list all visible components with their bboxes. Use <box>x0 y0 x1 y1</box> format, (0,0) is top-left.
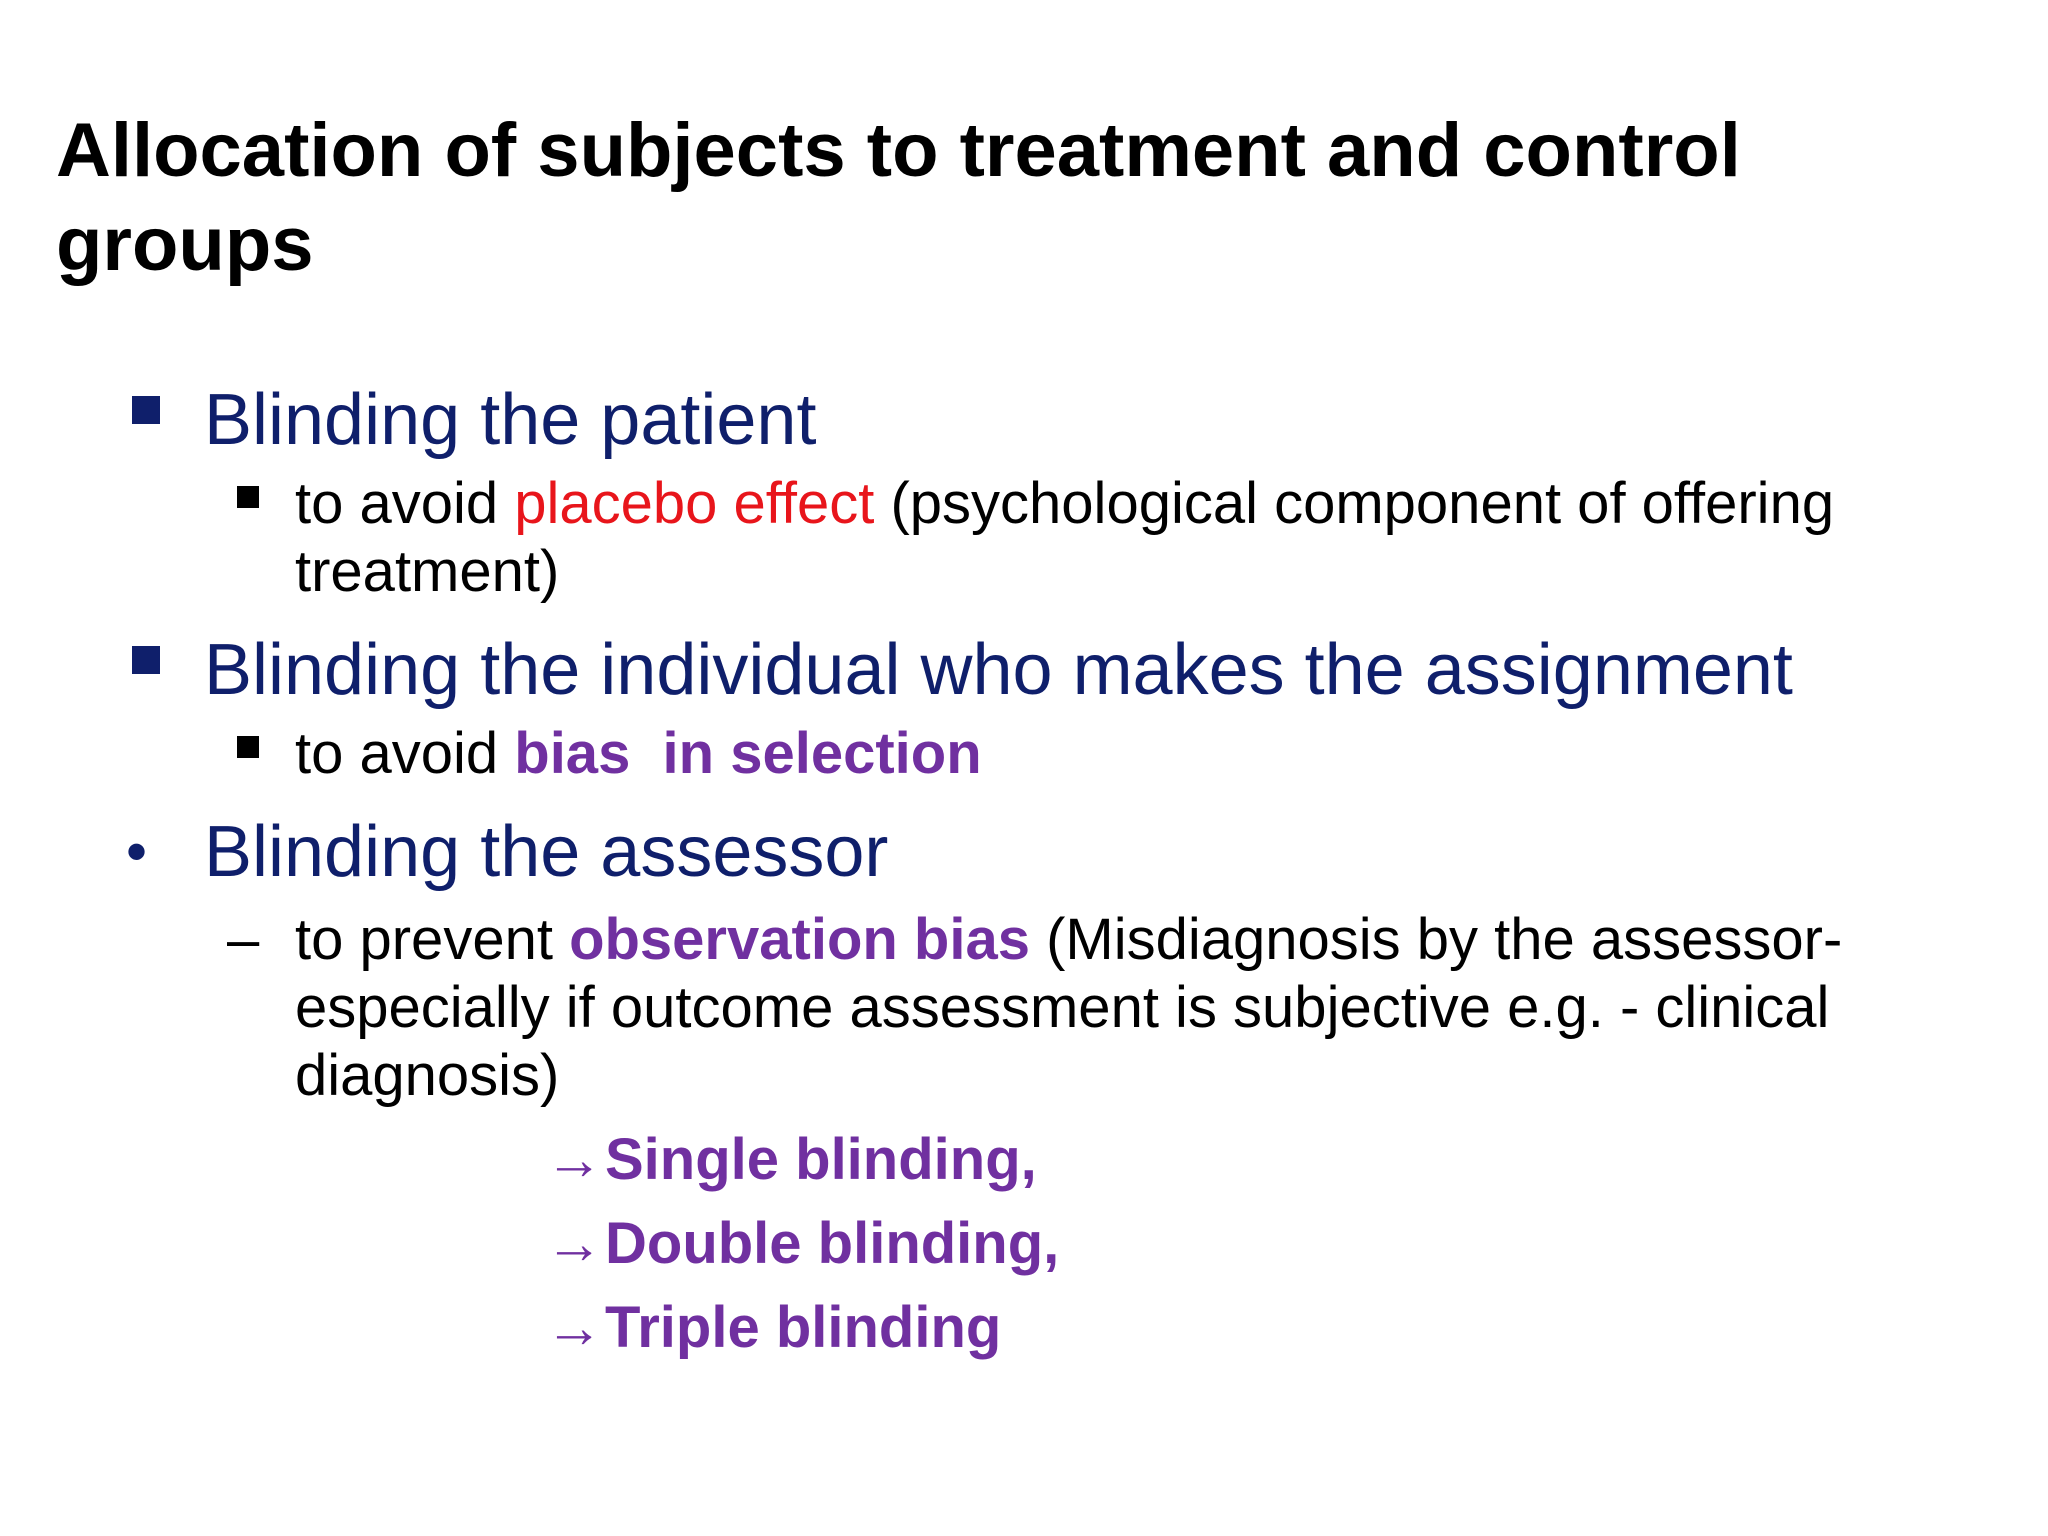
bullet-text: Blinding the assessor <box>204 812 889 892</box>
observation-bias-highlight: observation bias <box>569 907 1030 972</box>
sub-suffix: (Misdiagnosis by the assessor-especially if outcome assessment is subjective e.g. - clinical diagnosis) <box>295 907 1843 1108</box>
sub-bullet-text <box>295 906 1975 1110</box>
sub-bullet-text <box>295 470 1975 606</box>
arrow-right-icon: → <box>545 1295 603 1360</box>
slide-title: Allocation of subjects to treatment and control groups <box>56 108 1741 287</box>
blinding-type-single <box>545 1126 1037 1194</box>
arrow-right-icon: → <box>545 1211 603 1276</box>
square-bullet-icon <box>132 396 160 424</box>
sub-suffix: (psychological component of offering treatment) <box>295 471 1835 604</box>
square-bullet-icon <box>237 486 259 508</box>
sub-prefix: to avoid <box>295 471 515 536</box>
blinding-type-label: Single blinding, <box>605 1127 1037 1192</box>
square-bullet-icon <box>132 646 160 674</box>
dot-bullet-icon: • <box>126 818 148 885</box>
dash-bullet-icon: – <box>227 907 260 972</box>
square-bullet-icon <box>237 736 259 758</box>
blinding-type-label: Double blinding, <box>605 1211 1060 1276</box>
selection-bias-highlight: bias in selection <box>514 721 982 786</box>
placebo-effect-highlight: placebo effect <box>514 471 875 536</box>
bullet-text: Blinding the patient <box>204 380 817 460</box>
sub-bullet-text <box>295 720 1975 788</box>
arrow-right-icon: → <box>545 1127 603 1192</box>
blinding-type-label: Triple blinding <box>605 1295 1002 1360</box>
blinding-type-double <box>545 1210 1059 1278</box>
sub-prefix: to prevent <box>295 907 570 972</box>
bullet-text: Blinding the individual who makes the assignment <box>204 630 1793 710</box>
blinding-type-triple <box>545 1294 1001 1362</box>
sub-prefix: to avoid <box>295 721 515 786</box>
